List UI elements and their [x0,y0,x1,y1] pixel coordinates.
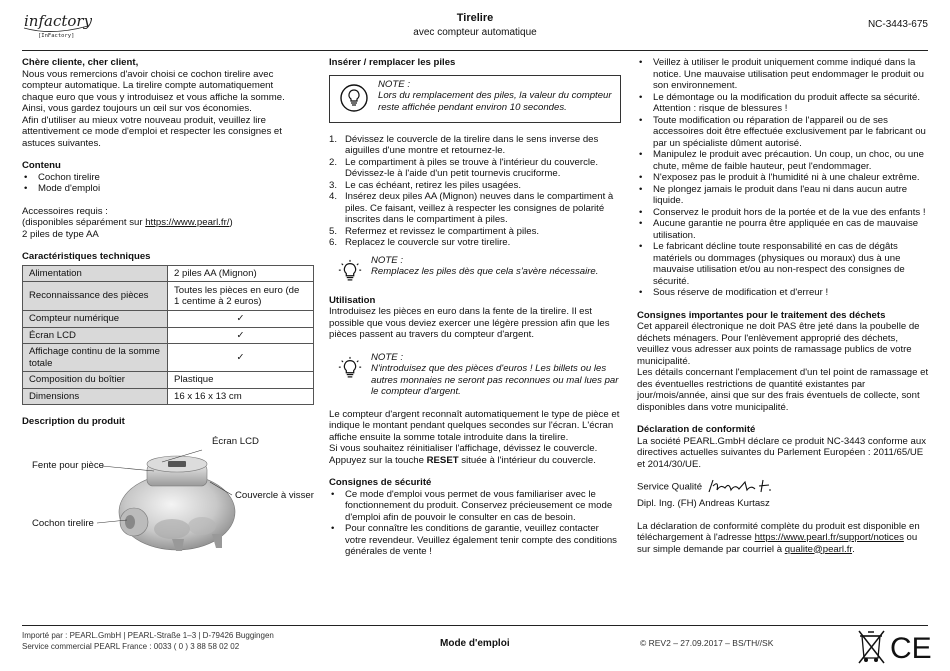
list-item: • Pour connaître les conditions de garantie, veuillez contacter votre revendeur. Veuillez également tenir compte des conditions générales de vente ! [329,523,621,558]
conformity-text: La société PEARL.GmbH déclare ce produit NC-3443 conforme aux directives actuelles suivantes du Parlement Européen : 2011/65/UE et 2014/30/UE. [637,435,927,470]
list-item: 1. Dévissez le couvercle de la tirelire dans le sens inverse des aiguilles d'une montre et retournez-le. [329,133,599,156]
list-item: 6. Replacez le couvercle sur votre tirelire. [329,237,511,248]
lightbulb-icon [337,356,363,382]
note-text: Lors du remplacement des piles, la valeur du compteur reste affichée pendant environ 10 secondes. [378,90,612,113]
waste-heading: Consignes importantes pour le traitement des déchets [637,309,886,321]
list-item: • Le fabricant décline toute responsabilité en cas de dégâts matériels ou dommages (physiques ou moraux) dus à une mauvaise utilisation et/ou au non-respect des consignes de sécurité. [637,241,929,287]
signatory-name: Dipl. Ing. (FH) Andreas Kurtasz [637,498,770,509]
accessories-batteries: 2 piles de type AA [22,228,99,240]
list-item: • Veillez à utiliser le produit uniquement comme indiqué dans la notice. Une mauvaise utilisation peut endommager le produit ou son environnement. [637,57,929,92]
list-item: • Ne plongez jamais le produit dans l'eau ni dans aucun autre liquide. [637,184,929,207]
description-heading: Description du produit [22,416,125,427]
accessories-source: (disponibles séparément sur https://www.pearl.fr/) [22,217,233,228]
callout-piggy: Cochon tirelire [32,517,94,529]
insert-batteries-heading: Insérer / remplacer les piles [329,57,456,68]
table-row: Compteur numérique ✓ [23,311,314,328]
waste-text: Cet appareil électronique ne doit PAS être jeté dans la poubelle de déchets ménagers. Pour l'enlèvement approprié des déchets, veuillez vous adresser aux points de ramassage publics de votre municipalité. [637,321,920,367]
column-left [22,57,314,554]
usage-text: Introduisez les pièces en euro dans la fente de la tirelire. Il est possible que vous deviez exercer une légère pression afin que les pièces passent au travers du compteur d'argent. [329,306,610,340]
note-box [329,75,621,123]
safety-list [329,489,621,558]
table-row: Reconnaissance des pièces Toutes les pièces en euro (de 1 centime à 2 euros) [23,282,314,311]
list-item: • Sous réserve de modification et d'erreur ! [637,287,929,299]
safety-heading: Consignes de sécurité [329,477,432,488]
weee-bin-icon [859,631,884,663]
page-subtitle: avec compteur automatique [413,27,537,38]
note-text: Remplacez les piles dès que cela s'avère nécessaire. [371,266,599,277]
contents-list [22,172,314,195]
ce-mark-icon: CE [890,632,932,665]
list-item: • Toute modification ou réparation de l'appareil ou de ses accessoires doit être effectuée exclusivement par le fabricant ou par un spécialiste dûment autorisé. [637,115,929,150]
note-text: N'introduisez que des pièces d'euros ! Les billets ou les autres monnaies ne seront pas reconnues ou mal lues par le compteur d'argent. [371,363,619,397]
steps-list [329,134,621,249]
conformity-download-text: La déclaration de conformité complète du produit est disponible en téléchargement à l'adresse https://www.pearl.fr/support/notices ou sur simple demande par courriel à qualite@pearl.fr. [637,520,920,555]
page-title: Tirelire [456,12,494,24]
list-item: 4. Insérez deux piles AA (Mignon) neuves dans le compartiment à piles. Ce faisant, veillez à respecter les consignes de polarité inscrites dans le compartiment à piles. [329,191,614,225]
svg-text:[InFactory]: [InFactory] [38,33,75,39]
pearl-link[interactable]: https://www.pearl.fr/ [145,217,230,228]
list-item: 5. Refermez et revissez le compartiment à piles. [329,225,540,237]
list-item: 3. Le cas échéant, retirez les piles usagées. [329,179,521,191]
conformity-heading: Déclaration de conformité [637,424,756,435]
reset-text: Si vous souhaitez réinitialiser l'affichage, dévissez le couvercle. Appuyez sur la touche RESET située à l'intérieur du couvercle. [329,443,598,466]
table-row: Dimensions 16 x 16 x 13 cm [23,388,314,405]
lightbulb-icon [340,84,368,112]
specs-table [22,265,314,406]
specs-heading: Caractéristiques techniques [22,251,151,262]
table-row: Affichage continu de la somme totale ✓ [23,344,314,372]
contents-heading: Contenu [22,160,61,171]
notices-link[interactable]: https://www.pearl.fr/support/notices [754,532,904,543]
signature-line [637,476,929,498]
check-icon: ✓ [168,344,314,372]
note-label: NOTE : [371,351,403,363]
table-row: Composition du boîtier Plastique [23,372,314,389]
accessories-heading: Accessoires requis : [22,205,108,217]
signature-image [705,476,785,498]
list-item: • Aucune garantie ne pourra être appliquée en cas de mauvaise utilisation. [637,218,929,241]
list-item: • Le démontage ou la modification du produit affecte sa sécurité. Attention : risque de blessures ! [637,92,929,115]
list-item: • N'exposez pas le produit à l'humidité ni à une chaleur extrême. [637,172,929,184]
column-middle [329,57,621,558]
product-code: NC-3443-675 [867,19,928,30]
waste-text-details: Les détails concernant l'emplacement d'un tel point de ramassage et des éventuelles restrictions de quantité existantes par jour/mois/année, ainsi que sur des frais éventuels de collecte, sont disponibles dans votre municipalité. [637,367,929,413]
footer-doc-type: Mode d'emploi [440,638,510,649]
check-icon: ✓ [168,311,314,328]
page-header [0,0,950,52]
list-item: 2. Le compartiment à piles se trouve à l'intérieur du couvercle. Dévissez-le à l'aide d'un petit tournevis cruciforme. [329,156,598,179]
check-icon: ✓ [168,327,314,344]
list-item: • Ce mode d'emploi vous permet de vous familiariser avec le fonctionnement du produit. Conservez précieusement ce mode d'emploi afin de pouvoir le consulter en cas de besoin. [329,489,621,524]
list-item: • Conservez le produit hors de la portée et de la vue des enfants ! [637,207,929,219]
product-diagram [22,434,314,554]
column-right [637,57,929,555]
list-item: • Cochon tirelire [22,172,314,184]
header-divider [22,50,928,51]
list-item: • Mode d'emploi [22,183,314,195]
counter-text: Le compteur d'argent reconnaît automatiquement le type de pièce et indique le montant pendant quelques secondes sur l'écran. L'écran affiche ensuite la somme totale introduite dans la tirelire. [329,408,620,443]
note-label: NOTE : [371,254,403,266]
lightbulb-icon [337,259,363,285]
table-row: Écran LCD ✓ [23,327,314,344]
footer-revision: © REV2 – 27.09.2017 – BS/TH//SK [640,638,774,648]
signature-label: Service Qualité [637,481,703,493]
callout-screw-lid: Couvercle à visser [235,489,314,501]
reset-key: RESET [426,454,459,466]
callout-lcd: Écran LCD [212,435,259,447]
safety-list-continued [637,57,929,299]
list-item: • Manipulez le produit avec précaution. Un coup, un choc, ou une chute, même de faible hauteur, peut l'endommager. [637,149,929,172]
footer-importer: Importé par : PEARL.GmbH | PEARL-Straße 1–3 | D-79426 Buggingen Service commercial PEARL France : 0033 ( 0 ) 3 88 58 02 02 [22,631,274,651]
note-coins [329,352,621,398]
intro-text: Nous vous remercions d'avoir choisi ce cochon tirelire avec compteur automatique. La tirelire compte automatiquement chaque euro que vous y introduisez et vous affiche la somme. Ainsi, vous gardez toujours un œil sur vos économies. Afin d'utiliser au mieux votre nouveau produit, veuillez lire attentivement ce mode d'emploi et respecter les consignes et astuces suivantes. [22,68,285,149]
email-link[interactable]: qualite@pearl.fr [784,543,853,555]
footer-divider [22,625,928,626]
greeting: Chère cliente, cher client, [22,57,139,68]
usage-heading: Utilisation [329,294,376,306]
table-row: Alimentation 2 piles AA (Mignon) [23,265,314,282]
callout-coin-slot: Fente pour pièce [32,459,104,471]
svg-text:infactory: infactory [24,12,92,30]
note-replace [329,255,621,295]
note-label: NOTE : [378,78,410,90]
compliance-marks [858,628,938,666]
